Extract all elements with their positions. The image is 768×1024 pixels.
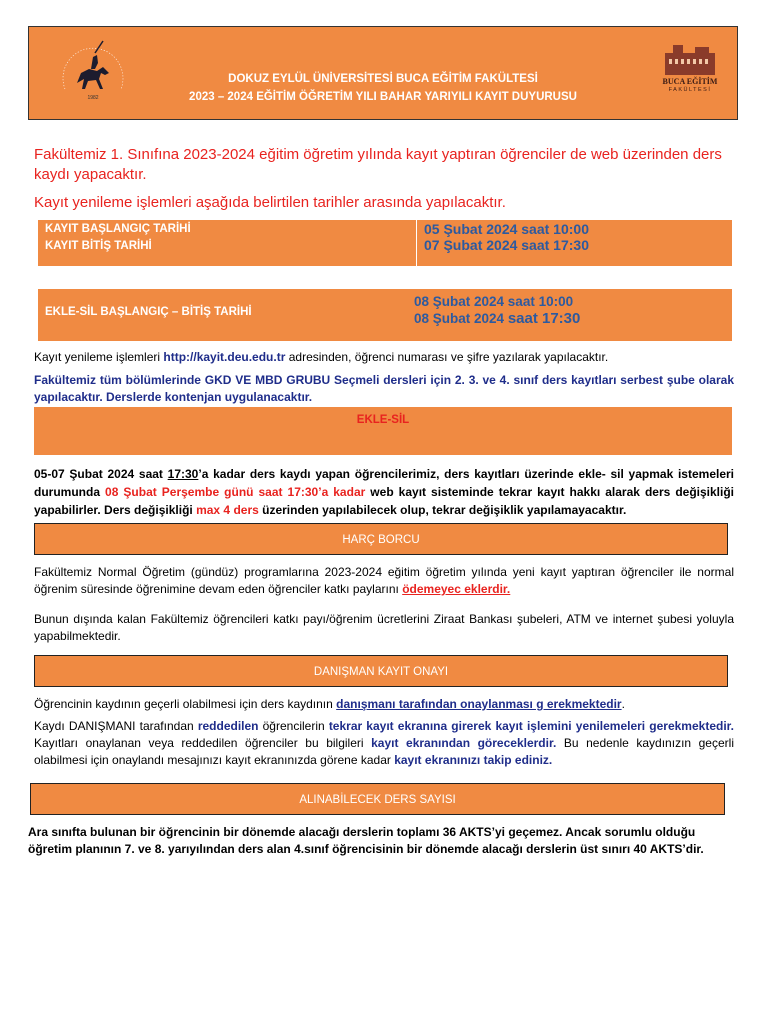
- danisman-rejected: reddedilen: [197, 719, 259, 733]
- registration-portal-link[interactable]: http://kayit.deu.edu.tr: [163, 350, 286, 364]
- danisman-p2-d: Kayıtları onaylanan veya reddedilen öğrenciler bu bilgileri: [34, 736, 372, 750]
- danisman-section-header: DANIŞMAN KAYIT ONAYI: [34, 655, 728, 687]
- registration-dates-box: [38, 220, 732, 266]
- registration-start-label: KAYIT BAŞLANGIÇ TARİHİ: [45, 223, 191, 235]
- add-drop-start-value: 08 Şubat 2024 saat 10:00: [414, 294, 574, 309]
- ekle-sil-text-b: ’a kadar ders kaydı yapan öğrencilerimiz, ders kayıtları üzerinde ekle- sil yapmak istemeleri durumunda: [34, 467, 734, 499]
- ekle-sil-max-courses: max 4 ders: [196, 503, 259, 517]
- harc-paragraph-1: [34, 564, 734, 598]
- add-drop-end-date: 08 Şubat 2024: [414, 311, 508, 326]
- ekle-sil-title: EKLE-SİL: [356, 414, 410, 426]
- danisman-text-b: .: [621, 697, 625, 711]
- danisman-p2-c: öğrencilerin: [258, 719, 329, 733]
- registration-end-label: KAYIT BİTİŞ TARİHİ: [45, 240, 152, 252]
- logo-year: 1982: [87, 95, 99, 101]
- intro-dates-note: Kayıt yenileme işlemleri aşağıda belirtilen tarihler arasında yapılacaktır.: [34, 194, 506, 211]
- danisman-paragraph-1: [34, 696, 734, 713]
- faculty-logo: [663, 41, 717, 99]
- building-icon: [663, 41, 717, 77]
- add-drop-end-time: saat 17:30: [507, 310, 581, 327]
- harc-no-payment: ödemeyec eklerdir.: [402, 582, 511, 596]
- danisman-see-on-screen: kayıt ekranından göreceklerdir.: [371, 736, 557, 750]
- ekle-sil-text-a: 05-07 Şubat 2024 saat: [34, 467, 168, 481]
- renewal-prefix: Kayıt yenileme işlemleri: [34, 350, 164, 364]
- registration-start-value: 05 Şubat 2024 saat 10:00: [424, 221, 589, 237]
- registration-end-value: 07 Şubat 2024 saat 17:30: [424, 237, 589, 253]
- course-count-paragraph: Ara sınıfta bulunan bir öğrencinin bir dönemde alacağı derslerin toplamı 36 AKTS’yi geçemez. Ancak sorumlu olduğu öğretim planının 7. ve 8. yarıyılından ders alan 4.sınıf öğrencisinin bir dönemde alacağı derslerin üst sınırı 40 AKTS’dir.: [28, 825, 704, 856]
- ekle-sil-paragraph: [34, 465, 734, 519]
- add-drop-end-value: [414, 310, 580, 328]
- harc-paragraph-2: Bunun dışında kalan Fakültemiz öğrencileri katkı payı/öğrenim ücretlerini Ziraat Bankası şubeleri, ATM ve internet şubesi yoluyla yapabilmektedir.: [34, 612, 734, 643]
- intro-first-class-note: Fakültemiz 1. Sınıfına 2023-2024 eğitim öğretim yılında kayıt yaptıran öğrenciler de web üzerinden ders kaydı yapacaktır.: [34, 146, 722, 183]
- danisman-p2-e: Bu nedenle kaydınızın geçerli olabilmesi için onaylandı mesajınızı kayıt ekranınızda görene kadar: [34, 736, 734, 767]
- ekle-sil-section-header: [34, 407, 732, 455]
- faculty-logo-text: BUCA EĞİTİM: [662, 77, 718, 86]
- ekle-sil-text-c: web kayıt sisteminde tekrar kayıt hakkı alarak ders değişikliği yapabilirler. Ders değişikliği: [34, 485, 734, 517]
- renewal-note: [34, 349, 734, 366]
- ekle-sil-time: 17:30: [167, 467, 199, 481]
- course-count-section-header: ALINABİLECEK DERS SAYISI: [30, 783, 725, 815]
- danisman-text-a: Öğrencinin kaydının geçerli olabilmesi için ders kaydının: [34, 697, 337, 711]
- header-announcement-title: 2023 – 2024 EĞİTİM ÖĞRETİM YILI BAHAR YARIYILI KAYIT DUYURUSU: [189, 91, 577, 103]
- renewal-suffix: adresinden, öğrenci numarası ve şifre yazılarak yapılacaktır.: [285, 350, 609, 364]
- advisor-approval-required: danışmanı tarafından onaylanması g erekmektedir: [336, 697, 622, 711]
- ekle-sil-text-d: üzerinden yapılabilecek olup, tekrar değişiklik yapılamayacaktır.: [258, 503, 627, 517]
- faculty-logo-sub: FAKÜLTESİ: [668, 87, 712, 93]
- elective-courses-note: Fakültemiz tüm bölümlerinde GKD VE MBD GRUBU Seçmeli dersleri için 2. 3. ve 4. sınıf ders kayıtları serbest şube olarak yapılacaktır. Derslerde kontenjan uygulanacaktır.: [34, 373, 734, 404]
- danisman-renew-required: tekrar kayıt ekranına girerek kayıt işlemini yenilemeleri gerekmektedir.: [328, 719, 734, 733]
- danisman-follow-screen: kayıt ekranınızı takip ediniz.: [394, 753, 553, 767]
- header-banner: [28, 26, 738, 120]
- header-university-title: DOKUZ EYLÜL ÜNİVERSİTESİ BUCA EĞİTİM FAKÜLTESİ: [228, 73, 538, 85]
- harc-text-a: Fakültemiz Normal Öğretim (gündüz) programlarına 2023-2024 eğitim öğretim yılında yeni kayıt yaptıran öğrenciler ile normal öğrenim süresinde öğrenimine devam eden öğrenciler katkı paylarını: [34, 565, 734, 596]
- add-drop-label: EKLE-SİL BAŞLANGIÇ – BİTİŞ TARİHİ: [45, 306, 252, 318]
- danisman-paragraph-2: [34, 718, 734, 769]
- harc-section-header: HARÇ BORCU: [34, 523, 728, 555]
- add-drop-dates-box: [38, 289, 732, 341]
- danisman-p2-a: Kaydı DANIŞMANI tarafından: [34, 719, 198, 733]
- ekle-sil-deadline: 08 Şubat Perşembe günü saat 17:30’a kadar: [105, 485, 366, 499]
